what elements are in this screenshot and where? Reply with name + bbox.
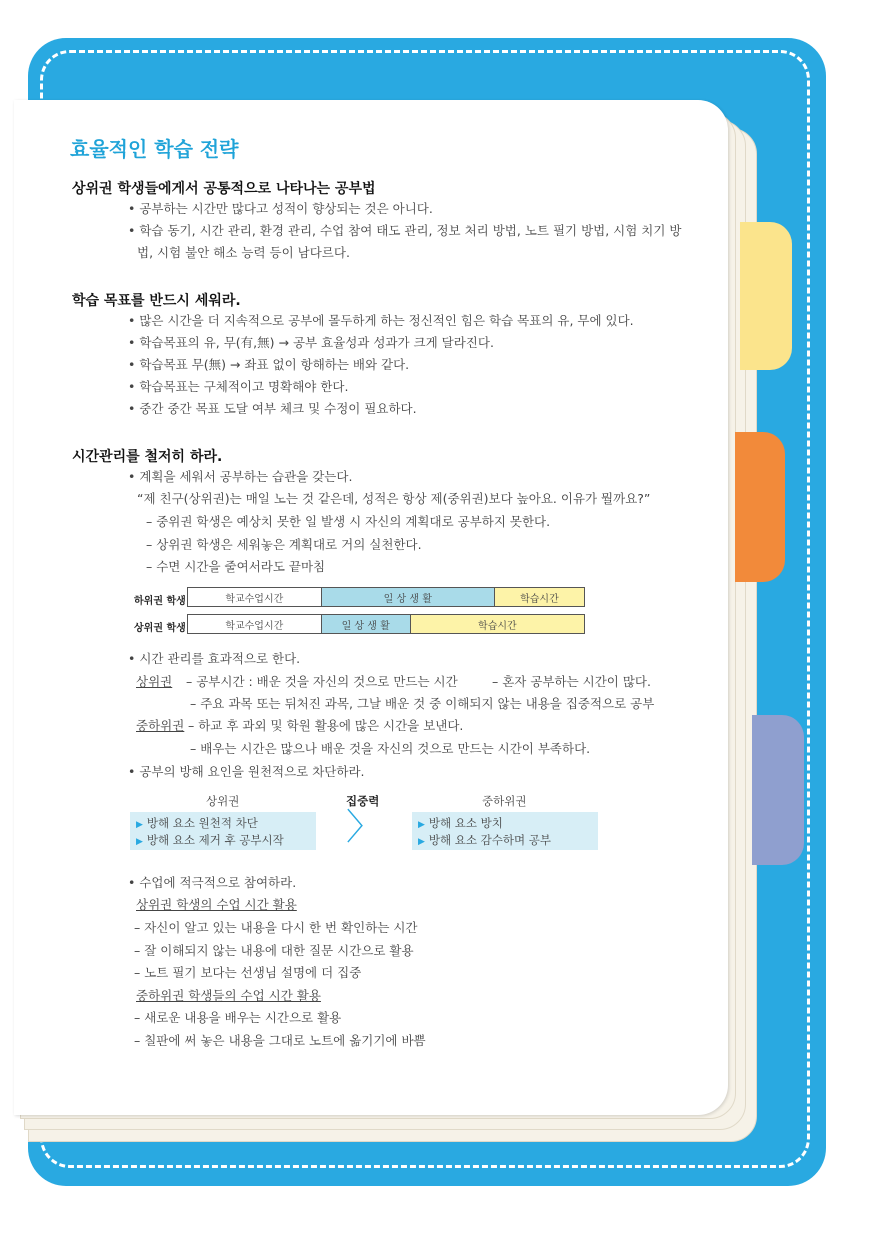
- section3-line-1: • 계획을 세워서 공부하는 습관을 갖는다.: [128, 469, 353, 484]
- section3-line-3: – 중위권 학생은 예상치 못한 일 발생 시 자신의 계획대로 공부하지 못한다.: [146, 514, 551, 529]
- triangle-icon: ▶: [418, 820, 425, 830]
- compare-center-head: 집중력: [346, 794, 380, 808]
- timebar-low-life: 일 상 생 활: [322, 588, 495, 606]
- section2-bullet-1: • 많은 시간을 더 지속적으로 공부에 몰두하게 하는 정신적인 힘은 학습 목표의 유, 무에 있다.: [128, 313, 634, 328]
- timebar-high-school: 학교수업시간: [188, 615, 322, 633]
- high-rank-line-1: – 공부시간 : 배운 것을 자신의 것으로 만드는 시간: [186, 674, 458, 689]
- compare-right-head: 중하위권: [482, 794, 527, 808]
- index-tab-orange[interactable]: [735, 432, 785, 582]
- compare-left-head: 상위권: [206, 794, 240, 808]
- timebar-low-study: 학습시간: [495, 588, 584, 606]
- timebar-high: [187, 614, 585, 634]
- section1-bullet-2: • 학습 동기, 시간 관리, 환경 관리, 수업 참여 태도 관리, 정보 처리 방법, 노트 필기 방법, 시험 치기 방: [128, 223, 682, 238]
- high-rank-line-2: – 주요 과목 또는 뒤처진 과목, 그날 배운 것 중 이해되지 않는 내용을 집중적으로 공부: [190, 696, 655, 711]
- timebar-high-study: 학습시간: [411, 615, 584, 633]
- class-participation-bullet: • 수업에 적극적으로 참여하라.: [128, 875, 297, 890]
- chevron-right-icon: 〉: [346, 807, 383, 848]
- section1-heading: 상위권 학생들에게서 공통적으로 나타나는 공부법: [72, 181, 376, 197]
- notebook-page: [14, 100, 728, 1115]
- high-rank-class-line-2: – 잘 이해되지 않는 내용에 대한 질문 시간으로 활용: [134, 943, 414, 958]
- distraction-bullet: • 공부의 방해 요인을 원천적으로 차단하라.: [128, 764, 365, 779]
- timebar-high-label: 상위권 학생: [134, 623, 186, 634]
- high-rank-class-line-1: – 자신이 알고 있는 내용을 다시 한 번 확인하는 시간: [134, 920, 418, 935]
- section2-bullet-4: • 학습목표는 구체적이고 명확해야 한다.: [128, 379, 349, 394]
- section2-bullet-5: • 중간 중간 목표 도달 여부 체크 및 수정이 필요하다.: [128, 401, 417, 416]
- mid-low-class-heading: 중하위권 학생들의 수업 시간 활용: [136, 988, 321, 1003]
- mid-low-rank-line-1: – 하교 후 과외 및 학원 활용에 많은 시간을 보낸다.: [188, 718, 464, 733]
- triangle-icon: ▶: [136, 820, 143, 830]
- timebar-high-life: 일 상 생 활: [322, 615, 411, 633]
- section3-heading: 시간관리를 철저히 하라.: [72, 449, 223, 465]
- section2-bullet-2: • 학습목표의 유, 무(有,無) → 공부 효율성과 성과가 크게 달라진다.: [128, 335, 494, 350]
- timebar-low: [187, 587, 585, 607]
- mid-low-rank-line-2: – 배우는 시간은 많으나 배운 것을 자신의 것으로 만드는 시간이 부족하다.: [190, 741, 591, 756]
- page-title: 효율적인 학습 전략: [70, 137, 239, 161]
- high-rank-class-heading: 상위권 학생의 수업 시간 활용: [136, 897, 297, 912]
- compare-left-box: [130, 812, 316, 850]
- compare-left-item-1: ▶ 방해 요소 원천적 차단: [136, 816, 258, 830]
- triangle-icon: ▶: [418, 837, 425, 847]
- section2-heading: 학습 목표를 반드시 세워라.: [72, 293, 241, 309]
- time-mgmt-bullet: • 시간 관리를 효과적으로 한다.: [128, 651, 301, 666]
- section3-line-4: – 상위권 학생은 세워놓은 계획대로 거의 실천한다.: [146, 537, 422, 552]
- mid-low-rank-label: 중하위권: [136, 718, 185, 733]
- mid-low-class-line-1: – 새로운 내용을 배우는 시간으로 활용: [134, 1010, 342, 1025]
- mid-low-class-line-2: – 칠판에 써 놓은 내용을 그대로 노트에 옮기기에 바쁨: [134, 1033, 426, 1048]
- high-rank-class-line-3: – 노트 필기 보다는 선생님 설명에 더 집중: [134, 965, 362, 980]
- timebar-low-label: 하위권 학생: [134, 596, 186, 607]
- compare-right-item-1: ▶ 방해 요소 방치: [418, 816, 503, 830]
- index-tab-yellow[interactable]: [740, 222, 792, 370]
- high-rank-line-1b: – 혼자 공부하는 시간이 많다.: [492, 674, 651, 689]
- section1-bullet-1: • 공부하는 시간만 많다고 성적이 향상되는 것은 아니다.: [128, 201, 433, 216]
- section3-quote: “제 친구(상위권)는 매일 노는 것 같은데, 성적은 항상 제(중위권)보다 높아요. 이유가 뭘까요?”: [137, 491, 651, 506]
- high-rank-label: 상위권: [136, 674, 173, 689]
- index-tab-purple[interactable]: [752, 715, 804, 865]
- triangle-icon: ▶: [136, 837, 143, 847]
- compare-left-item-2: ▶ 방해 요소 제거 후 공부시작: [136, 833, 284, 847]
- section1-bullet-2-cont: 법, 시험 불안 해소 능력 등이 남다르다.: [137, 245, 350, 260]
- section2-bullet-3: • 학습목표 무(無) → 좌표 없이 항해하는 배와 같다.: [128, 357, 410, 372]
- section3-line-5: – 수면 시간을 줄여서라도 끝마침: [146, 559, 326, 574]
- compare-right-item-2: ▶ 방해 요소 감수하며 공부: [418, 833, 551, 847]
- compare-right-box: [412, 812, 598, 850]
- timebar-low-school: 학교수업시간: [188, 588, 322, 606]
